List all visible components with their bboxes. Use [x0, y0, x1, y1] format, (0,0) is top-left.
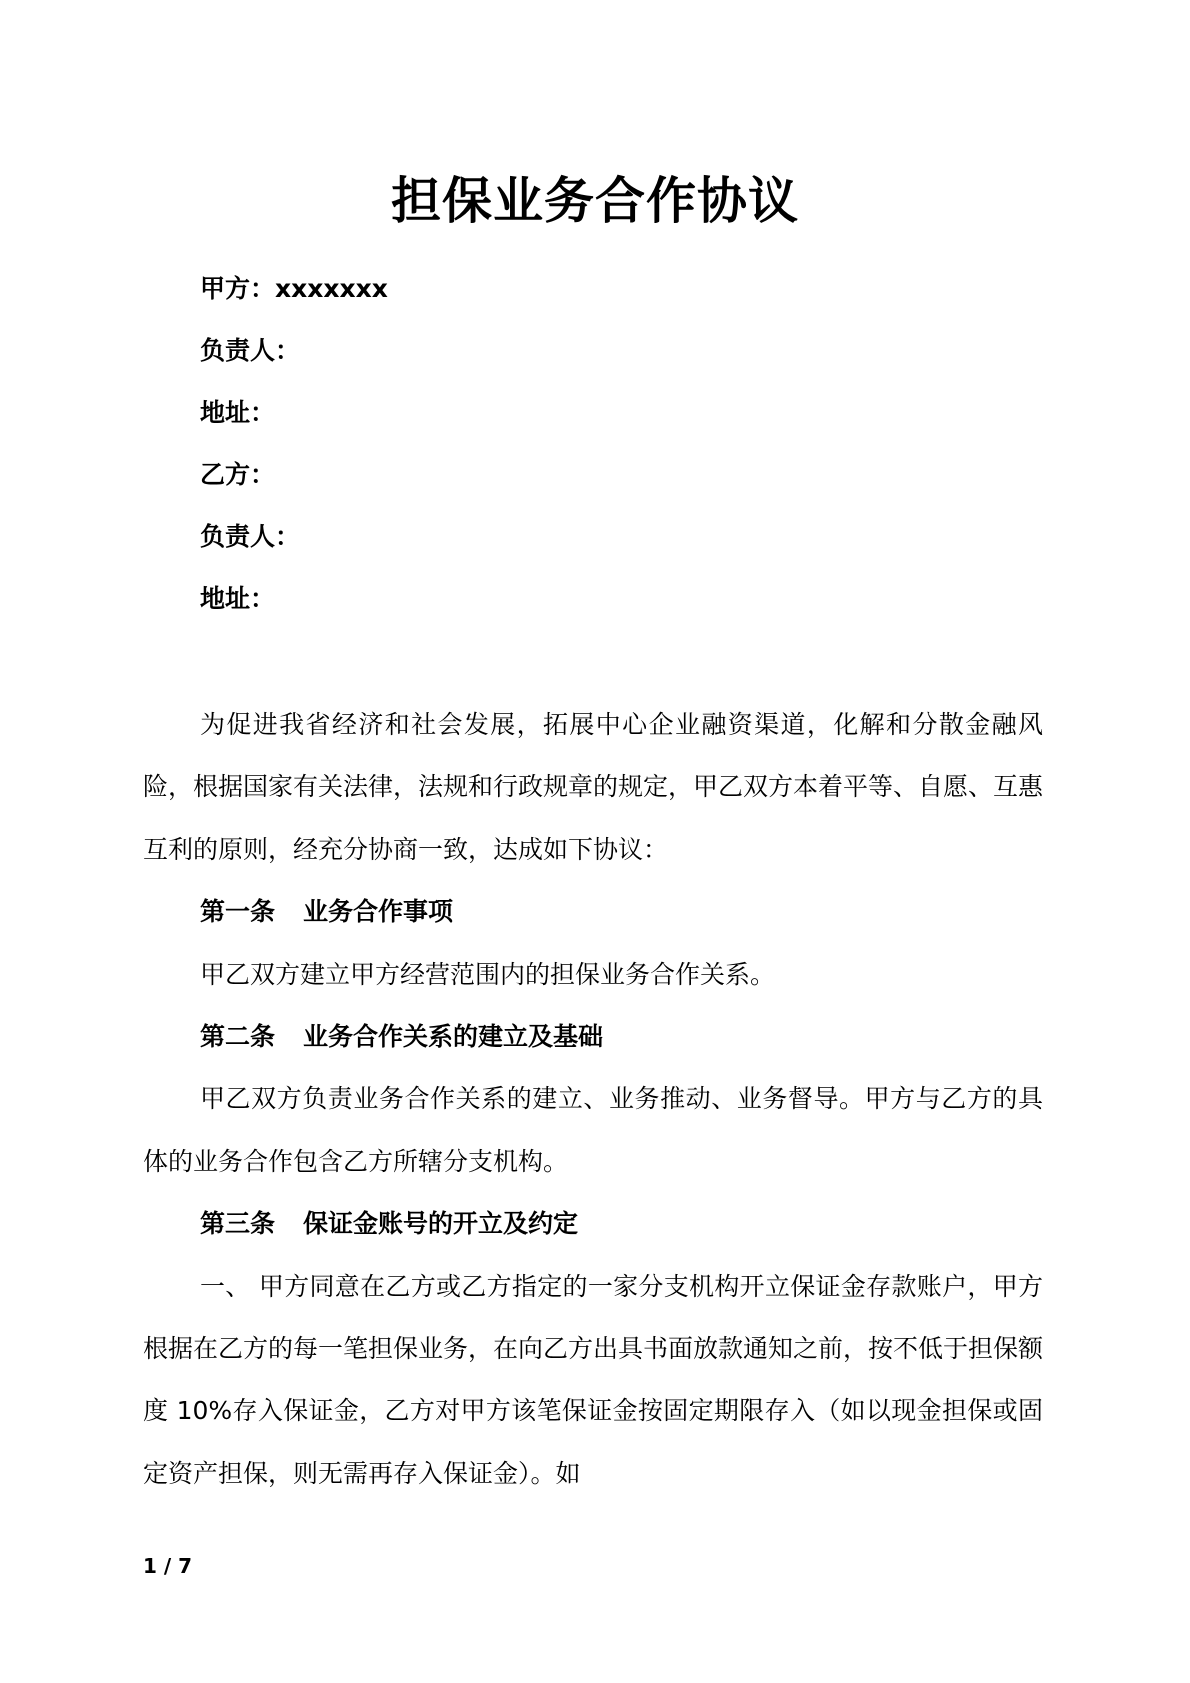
intro-paragraph: 为促进我省经济和社会发展，拓展中心企业融资渠道，化解和分散金融风险，根据国家有关法律，法规和行政规章的规定，甲乙双方本着平等、自愿、互惠互利的原则，经充分协商一致，达成如下协议：: [143, 710, 1044, 864]
agreement-body: [143, 694, 1043, 1505]
article-1-title: 业务合作事项: [303, 897, 454, 927]
article-1-heading: [143, 881, 1043, 943]
article-3-number: 第三条: [200, 1209, 276, 1239]
party-a-representative: 负责人：: [200, 336, 301, 365]
article-3-paragraph: 一、 甲方同意在乙方或乙方指定的一家分支机构开立保证金存款账户，甲方根据在乙方的每一笔担保业务，在向乙方出具书面放款通知之前，按不低于担保额度 10%存入保证金，乙方对甲方该笔保证金按固定期限存入（如以现金担保或固定资产担保，则无需再存入保证金）。如: [143, 1271, 1044, 1488]
article-2-title: 业务合作关系的建立及基础: [303, 1022, 604, 1052]
parties-block: [200, 258, 388, 630]
page-number: 1 / 7: [143, 1554, 193, 1578]
article-1-paragraph: 甲乙双方建立甲方经营范围内的担保业务合作关系。: [200, 959, 776, 989]
party-b-name: 乙方：: [200, 460, 276, 489]
party-a-address: 地址：: [200, 398, 276, 427]
article-3-title: 保证金账号的开立及约定: [303, 1209, 579, 1239]
party-b-representative: 负责人：: [200, 522, 301, 551]
party-a-name: 甲方：xxxxxxx: [200, 274, 388, 303]
article-1-number: 第一条: [200, 897, 276, 927]
article-2-heading: [143, 1006, 1043, 1068]
document-title: 担保业务合作协议: [391, 172, 799, 230]
article-2-paragraph: 甲乙双方负责业务合作关系的建立、业务推动、业务督导。甲方与乙方的具体的业务合作包含乙方所辖分支机构。: [143, 1084, 1043, 1176]
party-b-address: 地址：: [200, 584, 276, 613]
article-2-number: 第二条: [200, 1022, 276, 1052]
article-3-heading: [143, 1193, 1043, 1255]
